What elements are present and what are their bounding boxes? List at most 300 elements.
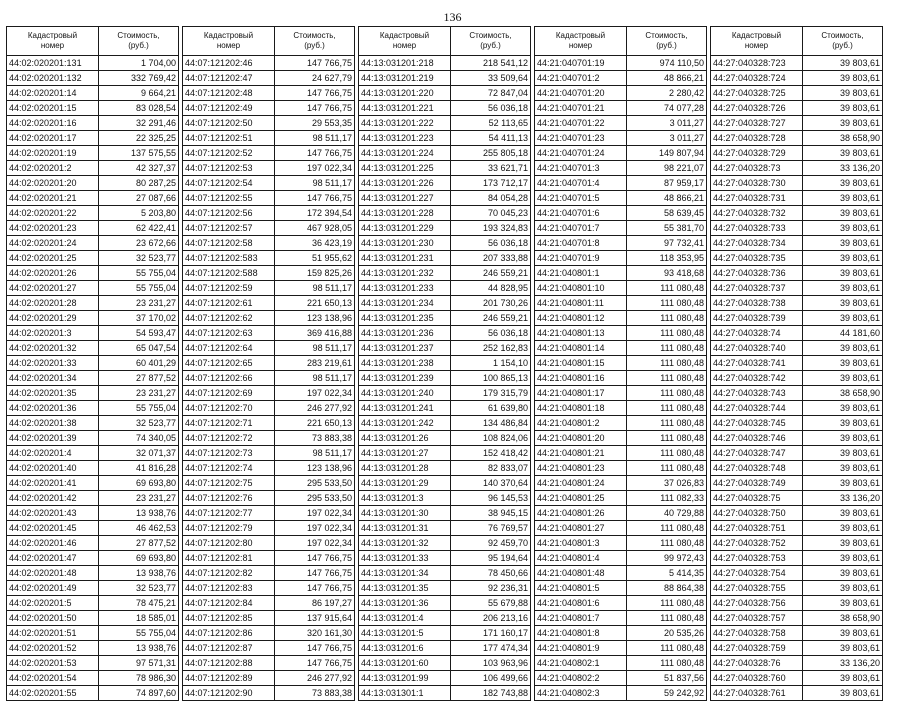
- cost-cell: 111 080,48: [627, 371, 707, 386]
- cadastral-number-cell: 44:21:040801:12: [535, 311, 627, 326]
- cadastral-number-cell: 44:13:031201:3: [359, 491, 451, 506]
- table-row: [7, 476, 179, 491]
- cadastral-number-cell: 44:21:040701:9: [535, 251, 627, 266]
- cost-cell: 197 022,34: [275, 536, 355, 551]
- cadastral-number-cell: 44:02:020201:43: [7, 506, 99, 521]
- table-row: [183, 86, 355, 101]
- table-row: [7, 131, 179, 146]
- cost-cell: 18 585,01: [99, 611, 179, 626]
- cost-cell: 39 803,61: [803, 446, 883, 461]
- table-row: [535, 581, 707, 596]
- cost-cell: 54 411,13: [451, 131, 531, 146]
- cadastral-number-cell: 44:13:031201:31: [359, 521, 451, 536]
- cadastral-number-cell: 44:13:031201:27: [359, 446, 451, 461]
- table-row: [359, 146, 531, 161]
- table-row: [359, 101, 531, 116]
- cost-cell: 87 959,17: [627, 176, 707, 191]
- table-row: [359, 671, 531, 686]
- cost-cell: 39 803,61: [803, 596, 883, 611]
- cadastral-number-cell: 44:07:121202:63: [183, 326, 275, 341]
- table-row: [7, 401, 179, 416]
- table-row: [535, 566, 707, 581]
- cadastral-number-cell: 44:07:121202:47: [183, 71, 275, 86]
- cadastral-number-cell: 44:13:031201:99: [359, 671, 451, 686]
- cost-cell: 147 766,75: [275, 551, 355, 566]
- cost-cell: 147 766,75: [275, 656, 355, 671]
- cost-cell: 84 054,28: [451, 191, 531, 206]
- cadastral-number-cell: 44:21:040801:18: [535, 401, 627, 416]
- cadastral-number-cell: 44:27:040328:745: [711, 416, 803, 431]
- cost-cell: 111 080,48: [627, 356, 707, 371]
- cadastral-number-cell: 44:02:020201:17: [7, 131, 99, 146]
- cost-cell: 159 825,26: [275, 266, 355, 281]
- table-row: [535, 176, 707, 191]
- cost-cell: 98 221,07: [627, 161, 707, 176]
- cadastral-number-cell: 44:13:031201:241: [359, 401, 451, 416]
- cost-cell: 111 080,48: [627, 386, 707, 401]
- cadastral-number-cell: 44:27:040328:753: [711, 551, 803, 566]
- cost-cell: 98 511,17: [275, 341, 355, 356]
- cadastral-table-5: [710, 26, 883, 701]
- table-row: [359, 56, 531, 71]
- page-number: 136: [443, 10, 462, 24]
- table-row: [183, 281, 355, 296]
- header-line: (руб.): [832, 41, 853, 50]
- cadastral-number-cell: 44:21:040801:48: [535, 566, 627, 581]
- cadastral-number-cell: 44:13:031201:33: [359, 551, 451, 566]
- table-row: [711, 641, 883, 656]
- cost-cell: 27 877,52: [99, 536, 179, 551]
- table-row: [711, 371, 883, 386]
- cadastral-number-cell: 44:21:040801:27: [535, 521, 627, 536]
- cost-cell: 149 807,94: [627, 146, 707, 161]
- table-row: [183, 506, 355, 521]
- header-cadastral-number: [535, 27, 627, 56]
- cost-cell: 1 154,10: [451, 356, 531, 371]
- cost-cell: 171 160,17: [451, 626, 531, 641]
- cadastral-number-cell: 44:07:121202:85: [183, 611, 275, 626]
- cadastral-number-cell: 44:21:040701:19: [535, 56, 627, 71]
- cadastral-number-cell: 44:02:020201:34: [7, 371, 99, 386]
- header-line: (руб.): [480, 41, 501, 50]
- cost-cell: 111 080,48: [627, 416, 707, 431]
- cadastral-number-cell: 44:07:121202:73: [183, 446, 275, 461]
- cost-cell: 44 828,95: [451, 281, 531, 296]
- cadastral-number-cell: 44:07:121202:80: [183, 536, 275, 551]
- cadastral-number-cell: 44:27:040328:73: [711, 161, 803, 176]
- table-row: [359, 401, 531, 416]
- cadastral-number-cell: 44:13:031201:4: [359, 611, 451, 626]
- cost-cell: 48 866,21: [627, 71, 707, 86]
- table-row: [535, 401, 707, 416]
- table-row: [7, 446, 179, 461]
- table-row: [183, 116, 355, 131]
- cadastral-number-cell: 44:07:121202:74: [183, 461, 275, 476]
- cost-cell: 111 080,48: [627, 521, 707, 536]
- table-row: [711, 461, 883, 476]
- table-row: [711, 626, 883, 641]
- table-row: [535, 251, 707, 266]
- cadastral-number-cell: 44:27:040328:723: [711, 56, 803, 71]
- cost-cell: 39 803,61: [803, 281, 883, 296]
- cadastral-number-cell: 44:13:031201:60: [359, 656, 451, 671]
- cost-cell: 118 353,95: [627, 251, 707, 266]
- cadastral-number-cell: 44:13:031201:5: [359, 626, 451, 641]
- cadastral-number-cell: 44:27:040328:737: [711, 281, 803, 296]
- table-row: [7, 371, 179, 386]
- cost-cell: 55 755,04: [99, 626, 179, 641]
- cost-cell: 172 394,54: [275, 206, 355, 221]
- cost-cell: 39 803,61: [803, 236, 883, 251]
- cost-cell: 39 803,61: [803, 341, 883, 356]
- cadastral-number-cell: 44:21:040701:2: [535, 71, 627, 86]
- table-row: [183, 206, 355, 221]
- cost-cell: 56 036,18: [451, 326, 531, 341]
- table-row: [359, 356, 531, 371]
- table-row: [535, 146, 707, 161]
- table-row: [535, 431, 707, 446]
- cost-cell: 295 533,50: [275, 491, 355, 506]
- header-line: Стоимость,: [469, 31, 512, 40]
- cadastral-number-cell: 44:21:040801:16: [535, 371, 627, 386]
- cost-cell: 23 231,27: [99, 296, 179, 311]
- table-row: [183, 491, 355, 506]
- cost-cell: 92 236,31: [451, 581, 531, 596]
- cost-cell: 147 766,75: [275, 86, 355, 101]
- cadastral-number-cell: 44:27:040328:731: [711, 191, 803, 206]
- table-row: [359, 626, 531, 641]
- table-row: [359, 446, 531, 461]
- cadastral-number-cell: 44:13:031201:232: [359, 266, 451, 281]
- table-row: [535, 86, 707, 101]
- header-cost: [451, 27, 531, 56]
- cost-cell: 197 022,34: [275, 521, 355, 536]
- cost-cell: 39 803,61: [803, 506, 883, 521]
- cadastral-number-cell: 44:21:040801:7: [535, 611, 627, 626]
- cadastral-number-cell: 44:13:031201:29: [359, 476, 451, 491]
- table-row: [535, 236, 707, 251]
- cost-cell: 39 803,61: [803, 116, 883, 131]
- table-row: [7, 146, 179, 161]
- header-line: Стоимость,: [821, 31, 864, 40]
- table-row: [7, 266, 179, 281]
- cadastral-number-cell: 44:13:031201:242: [359, 416, 451, 431]
- cadastral-number-cell: 44:27:040328:756: [711, 596, 803, 611]
- table-row: [7, 176, 179, 191]
- cadastral-number-cell: 44:13:031201:236: [359, 326, 451, 341]
- cadastral-number-cell: 44:13:031201:227: [359, 191, 451, 206]
- cadastral-number-cell: 44:13:031201:219: [359, 71, 451, 86]
- table-row: [535, 506, 707, 521]
- table-row: [535, 491, 707, 506]
- table-row: [359, 521, 531, 536]
- header-cost: [803, 27, 883, 56]
- cost-cell: 48 866,21: [627, 191, 707, 206]
- cost-cell: 140 370,64: [451, 476, 531, 491]
- cost-cell: 97 571,31: [99, 656, 179, 671]
- table-row: [183, 341, 355, 356]
- cost-cell: 246 277,92: [275, 401, 355, 416]
- table-row: [183, 551, 355, 566]
- cost-cell: 95 194,64: [451, 551, 531, 566]
- header-cadastral-number: [183, 27, 275, 56]
- cost-cell: 38 658,90: [803, 611, 883, 626]
- cadastral-number-cell: 44:13:031201:222: [359, 116, 451, 131]
- table-row: [7, 311, 179, 326]
- cadastral-number-cell: 44:27:040328:729: [711, 146, 803, 161]
- cost-cell: 206 213,16: [451, 611, 531, 626]
- cadastral-number-cell: 44:02:020201:15: [7, 101, 99, 116]
- cadastral-number-cell: 44:13:031201:233: [359, 281, 451, 296]
- table-row: [711, 71, 883, 86]
- cost-cell: 39 803,61: [803, 551, 883, 566]
- table-row: [711, 311, 883, 326]
- cadastral-number-cell: 44:21:040801:5: [535, 581, 627, 596]
- cadastral-number-cell: 44:13:031201:32: [359, 536, 451, 551]
- header-line: номер: [744, 41, 769, 50]
- header-line: (руб.): [656, 41, 677, 50]
- cost-cell: 69 693,80: [99, 476, 179, 491]
- cost-cell: 106 499,66: [451, 671, 531, 686]
- cost-cell: 147 766,75: [275, 641, 355, 656]
- table-row: [359, 311, 531, 326]
- cost-cell: 98 511,17: [275, 371, 355, 386]
- cadastral-number-cell: 44:07:121202:70: [183, 401, 275, 416]
- header-line: (руб.): [304, 41, 325, 50]
- cost-cell: 369 416,88: [275, 326, 355, 341]
- cost-cell: 29 553,35: [275, 116, 355, 131]
- table-row: [535, 641, 707, 656]
- cadastral-number-cell: 44:02:020201:50: [7, 611, 99, 626]
- table-row: [183, 461, 355, 476]
- table-row: [7, 431, 179, 446]
- table-row: [535, 476, 707, 491]
- cadastral-number-cell: 44:27:040328:730: [711, 176, 803, 191]
- cost-cell: 51 955,62: [275, 251, 355, 266]
- cost-cell: 39 803,61: [803, 686, 883, 701]
- table-row: [535, 626, 707, 641]
- cadastral-number-cell: 44:21:040802:3: [535, 686, 627, 701]
- cadastral-number-cell: 44:21:040701:5: [535, 191, 627, 206]
- cost-cell: 197 022,34: [275, 161, 355, 176]
- table-row: [535, 461, 707, 476]
- table-row: [183, 386, 355, 401]
- table-row: [7, 86, 179, 101]
- cost-cell: 197 022,34: [275, 386, 355, 401]
- table-row: [535, 371, 707, 386]
- cost-cell: 207 333,88: [451, 251, 531, 266]
- cadastral-number-cell: 44:07:121202:76: [183, 491, 275, 506]
- cadastral-number-cell: 44:02:020201:39: [7, 431, 99, 446]
- table-row: [7, 101, 179, 116]
- cadastral-number-cell: 44:13:031201:231: [359, 251, 451, 266]
- table-row: [183, 596, 355, 611]
- cadastral-number-cell: 44:13:031201:6: [359, 641, 451, 656]
- cadastral-number-cell: 44:07:121202:84: [183, 596, 275, 611]
- table-row: [711, 296, 883, 311]
- cost-cell: 123 138,96: [275, 461, 355, 476]
- cadastral-number-cell: 44:21:040701:8: [535, 236, 627, 251]
- table-row: [359, 386, 531, 401]
- cost-cell: 78 986,30: [99, 671, 179, 686]
- cost-cell: 39 803,61: [803, 176, 883, 191]
- cadastral-number-cell: 44:02:020201:27: [7, 281, 99, 296]
- cadastral-number-cell: 44:21:040801:8: [535, 626, 627, 641]
- table-row: [7, 236, 179, 251]
- cost-cell: 320 161,30: [275, 626, 355, 641]
- table-row: [535, 446, 707, 461]
- table-row: [183, 476, 355, 491]
- cost-cell: 56 036,18: [451, 236, 531, 251]
- table-row: [183, 131, 355, 146]
- table-row: [183, 566, 355, 581]
- cost-cell: 221 650,13: [275, 296, 355, 311]
- cost-cell: 39 803,61: [803, 221, 883, 236]
- table-row: [359, 116, 531, 131]
- cost-cell: 147 766,75: [275, 146, 355, 161]
- table-row: [711, 176, 883, 191]
- cost-cell: 86 197,27: [275, 596, 355, 611]
- cadastral-number-cell: 44:07:121202:81: [183, 551, 275, 566]
- table-row: [183, 161, 355, 176]
- table-header-row: [183, 27, 355, 56]
- cost-cell: 54 593,47: [99, 326, 179, 341]
- cadastral-number-cell: 44:21:040701:21: [535, 101, 627, 116]
- table-row: [535, 311, 707, 326]
- header-line: Кадастровый: [203, 31, 254, 40]
- table-row: [711, 101, 883, 116]
- cadastral-number-cell: 44:07:121202:56: [183, 206, 275, 221]
- table-row: [711, 401, 883, 416]
- table-row: [7, 191, 179, 206]
- table-row: [535, 206, 707, 221]
- table-row: [359, 611, 531, 626]
- table-row: [359, 641, 531, 656]
- table-header-row: [7, 27, 179, 56]
- cost-cell: 98 511,17: [275, 131, 355, 146]
- table-row: [183, 356, 355, 371]
- cadastral-number-cell: 44:07:121202:49: [183, 101, 275, 116]
- cost-cell: 246 559,21: [451, 311, 531, 326]
- cost-cell: 39 803,61: [803, 401, 883, 416]
- cost-cell: 46 462,53: [99, 521, 179, 536]
- cadastral-number-cell: 44:21:040701:20: [535, 86, 627, 101]
- cadastral-number-cell: 44:27:040328:728: [711, 131, 803, 146]
- cost-cell: 111 080,48: [627, 596, 707, 611]
- cadastral-number-cell: 44:07:121202:82: [183, 566, 275, 581]
- cost-cell: 27 877,52: [99, 371, 179, 386]
- cadastral-number-cell: 44:02:020201:22: [7, 206, 99, 221]
- header-cadastral-number: [711, 27, 803, 56]
- cost-cell: 182 743,88: [451, 686, 531, 701]
- header-line: Кадастровый: [379, 31, 430, 40]
- cost-cell: 255 805,18: [451, 146, 531, 161]
- table-row: [7, 686, 179, 701]
- cadastral-number-cell: 44:21:040801:24: [535, 476, 627, 491]
- cost-cell: 55 755,04: [99, 281, 179, 296]
- table-row: [7, 671, 179, 686]
- cost-cell: 62 422,41: [99, 221, 179, 236]
- cost-cell: 193 324,83: [451, 221, 531, 236]
- cost-cell: 111 080,48: [627, 326, 707, 341]
- cadastral-number-cell: 44:07:121202:62: [183, 311, 275, 326]
- table-row: [711, 206, 883, 221]
- cost-cell: 39 803,61: [803, 311, 883, 326]
- cadastral-number-cell: 44:07:121202:61: [183, 296, 275, 311]
- table-row: [7, 461, 179, 476]
- cost-cell: 147 766,75: [275, 566, 355, 581]
- cost-cell: 80 287,25: [99, 176, 179, 191]
- table-row: [183, 671, 355, 686]
- cadastral-number-cell: 44:27:040328:751: [711, 521, 803, 536]
- cost-cell: 61 639,80: [451, 401, 531, 416]
- cost-cell: 42 327,37: [99, 161, 179, 176]
- cost-cell: 39 803,61: [803, 266, 883, 281]
- cadastral-number-cell: 44:13:031201:234: [359, 296, 451, 311]
- cadastral-number-cell: 44:27:040328:747: [711, 446, 803, 461]
- cadastral-number-cell: 44:27:040328:758: [711, 626, 803, 641]
- cost-cell: 39 803,61: [803, 296, 883, 311]
- cadastral-number-cell: 44:02:020201:5: [7, 596, 99, 611]
- cost-cell: 44 181,60: [803, 326, 883, 341]
- table-row: [359, 566, 531, 581]
- cost-cell: 33 509,64: [451, 71, 531, 86]
- table-row: [535, 356, 707, 371]
- cadastral-number-cell: 44:02:020201:29: [7, 311, 99, 326]
- table-row: [183, 221, 355, 236]
- cost-cell: 23 231,27: [99, 386, 179, 401]
- cost-cell: 111 080,48: [627, 641, 707, 656]
- header-cost: [99, 27, 179, 56]
- cost-cell: 111 082,33: [627, 491, 707, 506]
- table-row: [359, 131, 531, 146]
- cadastral-number-cell: 44:21:040802:1: [535, 656, 627, 671]
- cost-cell: 218 541,12: [451, 56, 531, 71]
- cadastral-number-cell: 44:07:121202:588: [183, 266, 275, 281]
- cadastral-number-cell: 44:21:040701:23: [535, 131, 627, 146]
- table-row: [183, 446, 355, 461]
- header-line: номер: [216, 41, 241, 50]
- table-row: [183, 266, 355, 281]
- table-row: [7, 521, 179, 536]
- header-line: Стоимость,: [293, 31, 336, 40]
- cadastral-number-cell: 44:27:040328:759: [711, 641, 803, 656]
- cost-cell: 177 474,34: [451, 641, 531, 656]
- table-row: [711, 161, 883, 176]
- cadastral-number-cell: 44:27:040328:725: [711, 86, 803, 101]
- table-row: [183, 416, 355, 431]
- table-row: [7, 626, 179, 641]
- cadastral-number-cell: 44:13:031201:220: [359, 86, 451, 101]
- cost-cell: 39 803,61: [803, 641, 883, 656]
- cadastral-number-cell: 44:27:040328:740: [711, 341, 803, 356]
- cost-cell: 76 769,57: [451, 521, 531, 536]
- table-row: [535, 671, 707, 686]
- cost-cell: 33 136,20: [803, 491, 883, 506]
- table-row: [711, 536, 883, 551]
- cadastral-number-cell: 44:07:121202:87: [183, 641, 275, 656]
- cost-cell: 39 803,61: [803, 461, 883, 476]
- table-row: [7, 161, 179, 176]
- cost-cell: 22 325,25: [99, 131, 179, 146]
- cadastral-number-cell: 44:02:020201:51: [7, 626, 99, 641]
- table-row: [535, 341, 707, 356]
- cost-cell: 283 219,61: [275, 356, 355, 371]
- table-row: [535, 56, 707, 71]
- cadastral-number-cell: 44:21:040801:15: [535, 356, 627, 371]
- cadastral-number-cell: 44:02:020201:20: [7, 176, 99, 191]
- cadastral-number-cell: 44:07:121202:48: [183, 86, 275, 101]
